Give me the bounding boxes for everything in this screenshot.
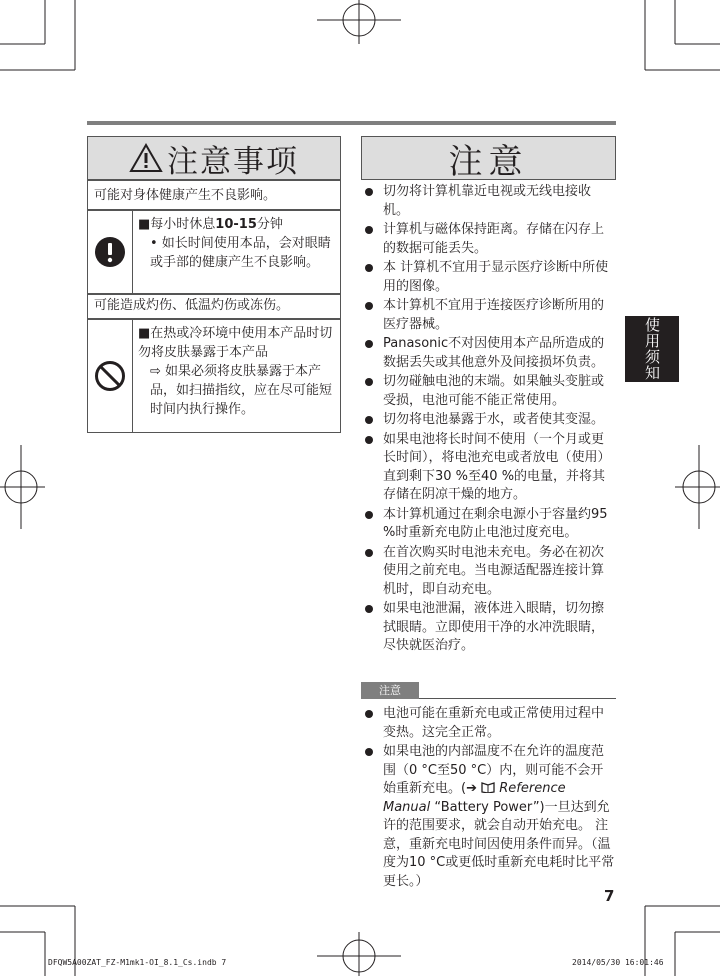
prohibited-icon — [94, 360, 126, 392]
caution-header — [361, 136, 616, 180]
warning-triangle-icon — [129, 143, 163, 173]
section-side-tab: 使用须知 — [625, 316, 679, 382]
caution-item: 本 计算机不宜用于显示医疗诊断中所使用的图像。 — [361, 259, 616, 296]
caution-item: 切勿将电池暴露于水，或者使其变湿。 — [361, 411, 616, 430]
caution-title: 注意 — [448, 141, 529, 182]
caution-item: Panasonic不对因使用本产品所造成的数据丢失或其他意外及间接损坏负责。 — [361, 335, 616, 372]
note-item-battery-temp: 如果电池的内部温度不在允许的温度范围（0 °C至50 °C）内，则可能不会开始重新充电。(➔ Reference Manual “Battery Power”)一旦达到允许的范围要求，就会自动开始充电。 注意，重新充电时间因使用条件而异。（温度为10 °C或更低时重新充电耗时比平常更长。） — [361, 743, 616, 891]
section-burn-text: 可能造成灼伤、低温灼伤或冻伤。 — [94, 298, 290, 313]
warning-item-rest — [87, 210, 341, 294]
warning-section-health — [87, 180, 341, 210]
caution-item: 如果电池泄漏，液体进入眼睛，切勿擦拭眼睛。立即使用干净的水冲洗眼睛，尽快就医治疗。 — [361, 600, 616, 656]
print-footer-datetime: 2014/05/30 16:01:46 — [572, 958, 664, 967]
caution-item: 计算机与磁体保持距离。存储在闪存上的数据可能丢失。 — [361, 221, 616, 258]
warning-title: 注意事项 — [167, 143, 299, 180]
item-icon-cell — [88, 211, 133, 293]
caution-item: 在首次购买时电池未充电。务必在初次使用之前充电。当电源适配器连接计算机时，即自动充电。 — [361, 544, 616, 600]
caution-item: 本计算机通过在剩余电源小于容量约95 %时重新充电防止电池过度充电。 — [361, 506, 616, 543]
note-label: 注意 — [361, 682, 419, 699]
top-rule — [87, 121, 616, 125]
item-icon-cell — [88, 320, 133, 432]
note-list — [361, 705, 616, 892]
mandatory-exclamation-icon — [94, 236, 126, 268]
caution-item: 切勿将计算机靠近电视或无线电接收机。 — [361, 183, 616, 220]
caution-item: 本计算机不宜用于连接医疗诊断所用的医疗器械。 — [361, 297, 616, 334]
caution-item: 切勿碰触电池的末端。如果触头变脏或受损，电池可能不能正常使用。 — [361, 373, 616, 410]
manual-book-icon — [481, 781, 495, 793]
rest-detail: • 如长时间使用本品，会对眼睛或手部的健康产生不良影响。 — [150, 236, 331, 270]
print-footer-file: DFQW5A00ZAT_FZ-M1mk1-OI_8.1_Cs.indb 7 — [48, 958, 227, 967]
rest-heading: ■每小时休息10-15分钟 — [138, 217, 283, 232]
note-rule — [419, 698, 616, 699]
reference-manual-link: Reference Manual — [383, 781, 566, 815]
caution-list — [361, 183, 616, 657]
section-health-text: 可能对身体健康产生不良影响。 — [94, 188, 277, 203]
warning-section-burn — [87, 294, 341, 319]
skin-detail: ⇨ 如果必须将皮肤暴露于本产品，如扫描指纹，应在尽可能短时间内执行操作。 — [150, 364, 333, 417]
caution-item: 如果电池将长时间不使用（一个月或更长时间），将电池充电或者放电（使用）直到剩下30 %至40 %的电量，并将其存储在阴凉干燥的地方。 — [361, 431, 616, 505]
note-item: 电池可能在重新充电或正常使用过程中变热。这完全正常。 — [361, 705, 616, 742]
warning-item-skin — [87, 319, 341, 433]
page-number: 7 — [604, 887, 615, 905]
skin-heading: ■在热或冷环境中使用本产品时切勿将皮肤暴露于本产品 — [138, 326, 333, 360]
warning-header — [87, 136, 341, 180]
